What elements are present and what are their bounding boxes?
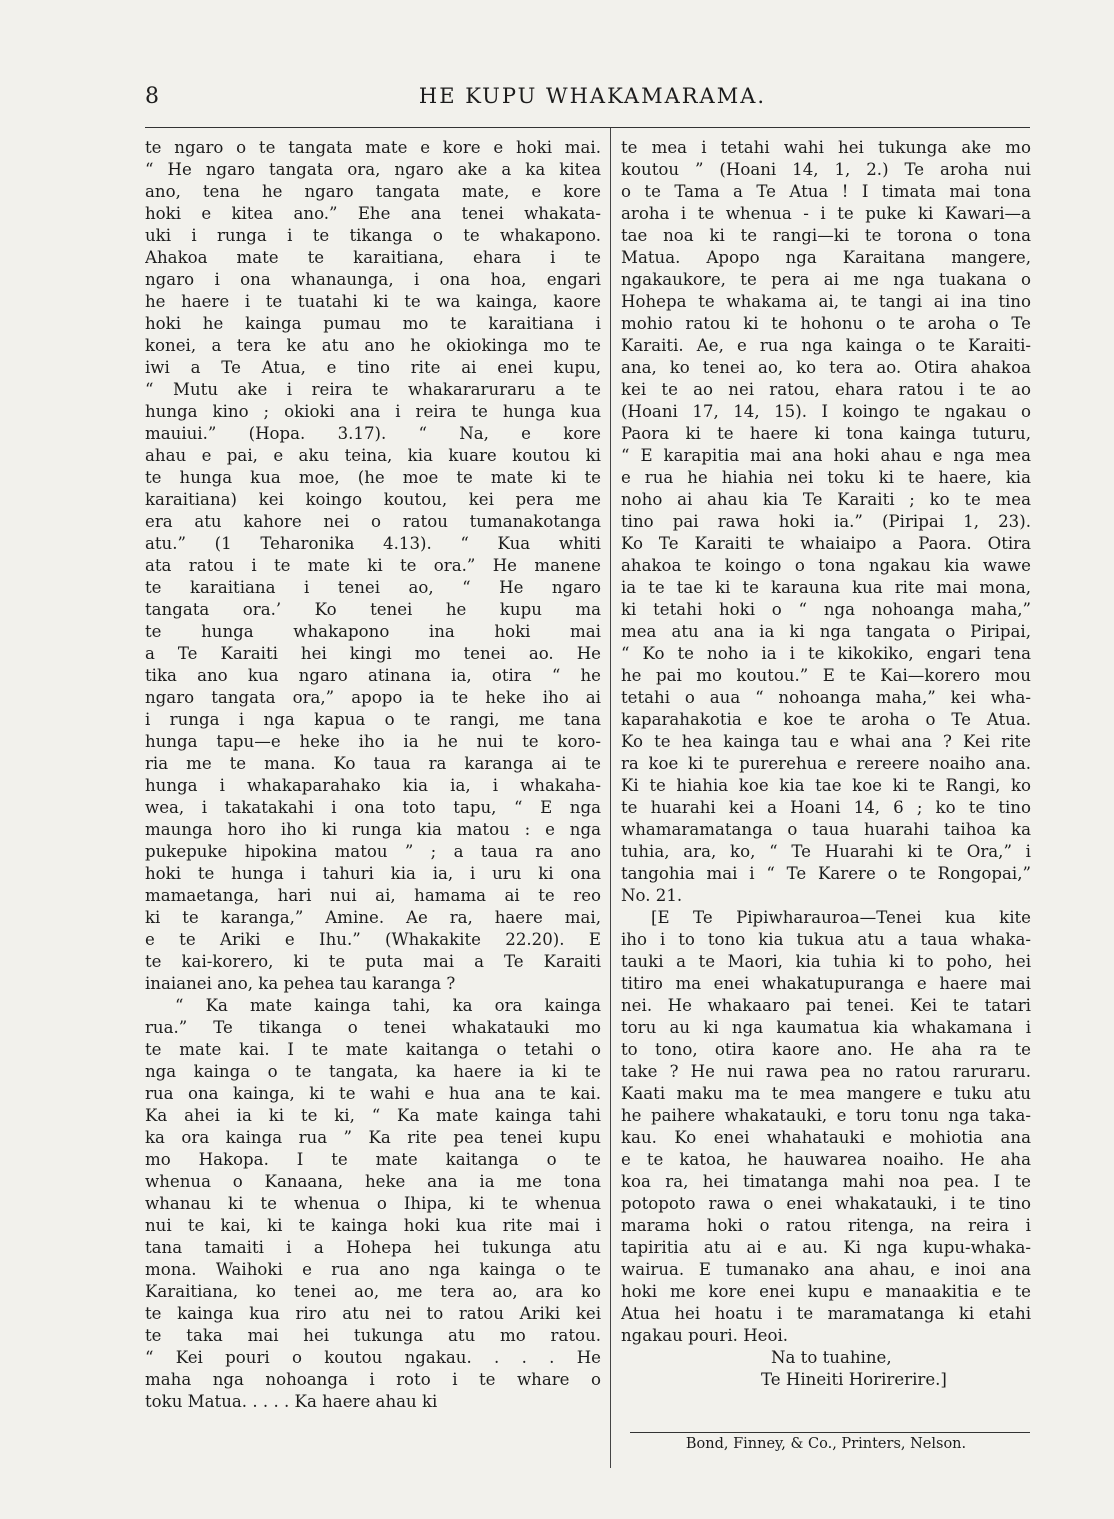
text-line: te kainga kua riro atu nei to ratou Ariki kei [145, 1304, 601, 1323]
text-line: konei, a tera ke atu ano he okiokinga mo te [145, 336, 601, 355]
text-line: toru au ki nga kaumatua kia whakamana i [621, 1018, 1031, 1037]
text-line: Kaati maku ma te mea mangere e tuku atu [621, 1084, 1031, 1103]
text-line: [E Te Pipiwharauroa—Tenei kua kite [651, 908, 1031, 927]
text-line: hoki e kitea ano.” Ehe ana tenei whakata- [145, 204, 601, 223]
text-line: mauiui.” (Hopa. 3.17). “ Na, e kore [145, 424, 601, 443]
right-column [621, 137, 1031, 1391]
text-line: “ Ko te noho ia i te kikokiko, engari tena [621, 644, 1031, 663]
text-line: tae noa ki te rangi—ki te torona o tona [621, 226, 1031, 245]
text-line: maunga horo iho ki runga kia matou : e nga [145, 820, 601, 839]
text-line: koutou ” (Hoani 14, 1, 2.) Te aroha nui [621, 160, 1031, 179]
text-line: atu.” (1 Teharonika 4.13). “ Kua whiti [145, 534, 601, 553]
text-line: tana tamaiti i a Hohepa hei tukunga atu [145, 1238, 601, 1257]
text-line: (Hoani 17, 14, 15). I koingo te ngakau o [621, 402, 1031, 421]
left-column [145, 137, 601, 1413]
text-line: e te Ariki e Ihu.” (Whakakite 22.20). E [145, 930, 601, 949]
text-line: ngakaukore, te pera ai me nga tuakana o [621, 270, 1031, 289]
text-line: Hohepa te whakama ai, te tangi ai ina tino [621, 292, 1031, 311]
printer-imprint: Bond, Finney, & Co., Printers, Nelson. [685, 1436, 967, 1452]
running-title: HE KUPU WHAKAMARAMA. [418, 84, 767, 108]
text-line: te karaitiana i tenei ao, “ He ngaro [145, 578, 601, 597]
text-line: Na to tuahine, [771, 1348, 892, 1367]
text-line: Atua hei hoatu i te maramatanga ki etahi [621, 1304, 1031, 1323]
text-line: a Te Karaiti hei kingi mo tenei ao. He [145, 644, 601, 663]
text-line: o te Tama a Te Atua ! I timata mai tona [621, 182, 1031, 201]
text-line: “ Ka mate kainga tahi, ka ora kainga [175, 996, 601, 1015]
text-line: “ E karapitia mai ana hoki ahau e nga mea [621, 446, 1031, 465]
text-line: Matua. Apopo nga Karaitana mangere, [621, 248, 1031, 267]
text-line: mo Hakopa. I te mate kaitanga o te [145, 1150, 601, 1169]
text-line: ata ratou i te mate ki te ora.” He manene [145, 556, 601, 575]
text-line: iwi a Te Atua, e tino rite ai enei kupu, [145, 358, 601, 377]
text-line: Paora ki te haere ki tona kainga tuturu, [621, 424, 1031, 443]
text-line: tangata ora.’ Ko tenei he kupu ma [145, 600, 601, 619]
text-line: tapiritia atu ai e au. Ki nga kupu-whaka- [621, 1238, 1031, 1257]
text-line: ngaro tangata ora,” apopo ia te heke iho ai [145, 688, 601, 707]
text-line: Ka ahei ia ki te ki, “ Ka mate kainga tahi [145, 1106, 601, 1125]
page-number: 8 [145, 84, 159, 109]
text-line: ahau e pai, e aku teina, kia kuare koutou ki [145, 446, 601, 465]
text-line: noho ai ahau kia Te Karaiti ; ko te mea [621, 490, 1031, 509]
text-line: wairua. E tumanako ana ahau, e inoi ana [621, 1260, 1031, 1279]
text-line: Te Hineiti Horirerire.] [761, 1370, 947, 1389]
page-header [145, 84, 1030, 114]
text-line: Ko Te Karaiti te whaiaipo a Paora. Otira [621, 534, 1031, 553]
text-line: rua.” Te tikanga o tenei whakatauki mo [145, 1018, 601, 1037]
text-line: ra koe ki te purerehua e rereere noaiho ana. [621, 754, 1031, 773]
text-line: he pai mo koutou.” E te Kai—korero mou [621, 666, 1031, 685]
text-line: ngakau pouri. Heoi. [621, 1326, 789, 1345]
text-line: ia te tae ki te karauna kua rite mai mona, [621, 578, 1031, 597]
text-line: titiro ma enei whakatupuranga e haere mai [621, 974, 1031, 993]
text-line: rua ona kainga, ki te wahi e hua ana te kai. [145, 1084, 601, 1103]
text-line: te mea i tetahi wahi hei tukunga ake mo [621, 138, 1031, 157]
text-line: ngaro i ona whanaunga, i ona hoa, engari [145, 270, 601, 289]
text-line: nei. He whakaaro pai tenei. Kei te tatari [621, 996, 1031, 1015]
text-line: tauki a te Maori, kia tuhia ki to poho, hei [621, 952, 1031, 971]
text-line: ana, ko tenei ao, ko tera ao. Otira ahakoa [621, 358, 1031, 377]
text-line: ki te karanga,” Amine. Ae ra, haere mai, [145, 908, 601, 927]
text-line: tetahi o aua “ nohoanga maha,” kei wha- [621, 688, 1031, 707]
text-line: pukepuke hipokina matou ” ; a taua ra ano [145, 842, 601, 861]
text-line: “ Kei pouri o koutou ngakau. . . . He [145, 1348, 601, 1367]
text-line: toku Matua. . . . . Ka haere ahau ki [145, 1392, 438, 1411]
text-line: Ko te hea kainga tau e whai ana ? Kei rite [621, 732, 1031, 751]
text-line: e rua he hiahia nei toku ki te haere, kia [621, 468, 1031, 487]
text-line: te kai-korero, ki te puta mai a Te Karaiti [145, 952, 601, 971]
column-divider [610, 128, 611, 1468]
text-line: hoki me kore enei kupu e manaakitia e te [621, 1282, 1031, 1301]
text-line: “ He ngaro tangata ora, ngaro ake a ka kitea [145, 160, 601, 179]
text-line: kaparahakotia e koe te aroha o Te Atua. [621, 710, 1031, 729]
text-line: e te katoa, he hauwarea noaiho. He aha [621, 1150, 1031, 1169]
text-line: he haere i te tuatahi ki te wa kainga, kaore [145, 292, 601, 311]
text-line: “ Mutu ake i reira te whakararuraru a te [145, 380, 601, 399]
text-line: take ? He nui rawa pea no ratou raruraru. [621, 1062, 1031, 1081]
text-line: te hunga kua moe, (he moe te mate ki te [145, 468, 601, 487]
text-line: mona. Waihoki e rua ano nga kainga o te [145, 1260, 601, 1279]
header-rule [145, 127, 1030, 128]
text-line: te hunga whakapono ina hoki mai [145, 622, 601, 641]
text-line: iho i to tono kia tukua atu a taua whaka- [621, 930, 1031, 949]
text-line: te mate kai. I te mate kaitanga o tetahi o [145, 1040, 601, 1059]
text-line: te ngaro o te tangata mate e kore e hoki mai. [145, 138, 601, 157]
text-line: Karaitiana, ko tenei ao, me tera ao, ara ko [145, 1282, 601, 1301]
text-line: ka ora kainga rua ” Ka rite pea tenei kupu [145, 1128, 601, 1147]
text-line: ahakoa te koingo o tona ngakau kia wawe [621, 556, 1031, 575]
text-line: kau. Ko enei whahatauki e mohiotia ana [621, 1128, 1031, 1147]
text-line: kei te ao nei ratou, ehara ratou i te ao [621, 380, 1031, 399]
text-line: ano, tena he ngaro tangata mate, e kore [145, 182, 601, 201]
text-line: te huarahi kei a Hoani 14, 6 ; ko te tino [621, 798, 1031, 817]
text-line: era atu kahore nei o ratou tumanakotanga [145, 512, 601, 531]
text-line: hunga i whakaparahako kia ia, i whakaha- [145, 776, 601, 795]
text-line: tino pai rawa hoki ia.” (Piripai 1, 23). [621, 512, 1031, 531]
text-line: mohio ratou ki te hohonu o te aroha o Te [621, 314, 1031, 333]
text-line: i runga i nga kapua o te rangi, me tana [145, 710, 601, 729]
text-line: ki tetahi hoki o “ nga nohoanga maha,” [621, 600, 1031, 619]
text-line: mamaetanga, hari nui ai, hamama ai te reo [145, 886, 601, 905]
text-line: Ki te hiahia koe kia tae koe ki te Rangi, ko [621, 776, 1031, 795]
text-line: tuhia, ara, ko, “ Te Huarahi ki te Ora,” i [621, 842, 1031, 861]
footer-rule [630, 1432, 1030, 1433]
text-line: maha nga nohoanga i roto i te whare o [145, 1370, 601, 1389]
text-line: hunga kino ; okioki ana i reira te hunga kua [145, 402, 601, 421]
text-line: mea atu ana ia ki nga tangata o Piripai, [621, 622, 1031, 641]
text-line: uki i runga i te tikanga o te whakapono. [145, 226, 601, 245]
text-line: tika ano kua ngaro atinana ia, otira “ he [145, 666, 601, 685]
text-line: whenua o Kanaana, heke ana ia me tona [145, 1172, 601, 1191]
text-line: tangohia mai i “ Te Karere o te Rongopai,” [621, 864, 1031, 883]
text-line: No. 21. [621, 886, 683, 905]
text-line: Ahakoa mate te karaitiana, ehara i te [145, 248, 601, 267]
text-line: inaianei ano, ka pehea tau karanga ? [145, 974, 456, 993]
text-line: hoki he kainga pumau mo te karaitiana i [145, 314, 601, 333]
text-line: wea, i takatakahi i ona toto tapu, “ E nga [145, 798, 601, 817]
text-line: marama hoki o ratou ritenga, na reira i [621, 1216, 1031, 1235]
text-line: hunga tapu—e heke iho ia he nui te koro- [145, 732, 601, 751]
text-line: he paihere whakatauki, e toru tonu nga taka- [621, 1106, 1031, 1125]
text-line: to tono, otira kaore ano. He aha ra te [621, 1040, 1031, 1059]
text-line: hoki te hunga i tahuri kia ia, i uru ki ona [145, 864, 601, 883]
text-line: nui te kai, ki te kainga hoki kua rite mai i [145, 1216, 601, 1235]
text-line: potopoto rawa o enei whakatauki, i te tino [621, 1194, 1031, 1213]
text-line: Karaiti. Ae, e rua nga kainga o te Karaiti- [621, 336, 1031, 355]
text-line: aroha i te whenua - i te puke ki Kawari—a [621, 204, 1031, 223]
text-line: whamaramatanga o taua huarahi taihoa ka [621, 820, 1031, 839]
text-line: ria me te mana. Ko taua ra karanga ai te [145, 754, 601, 773]
text-line: karaitiana) kei koingo koutou, kei pera me [145, 490, 601, 509]
text-line: te taka mai hei tukunga atu mo ratou. [145, 1326, 601, 1345]
text-line: koa ra, hei timatanga mahi noa pea. I te [621, 1172, 1031, 1191]
text-line: whanau ki te whenua o Ihipa, ki te whenua [145, 1194, 601, 1213]
text-line: nga kainga o te tangata, ka haere ia ki te [145, 1062, 601, 1081]
